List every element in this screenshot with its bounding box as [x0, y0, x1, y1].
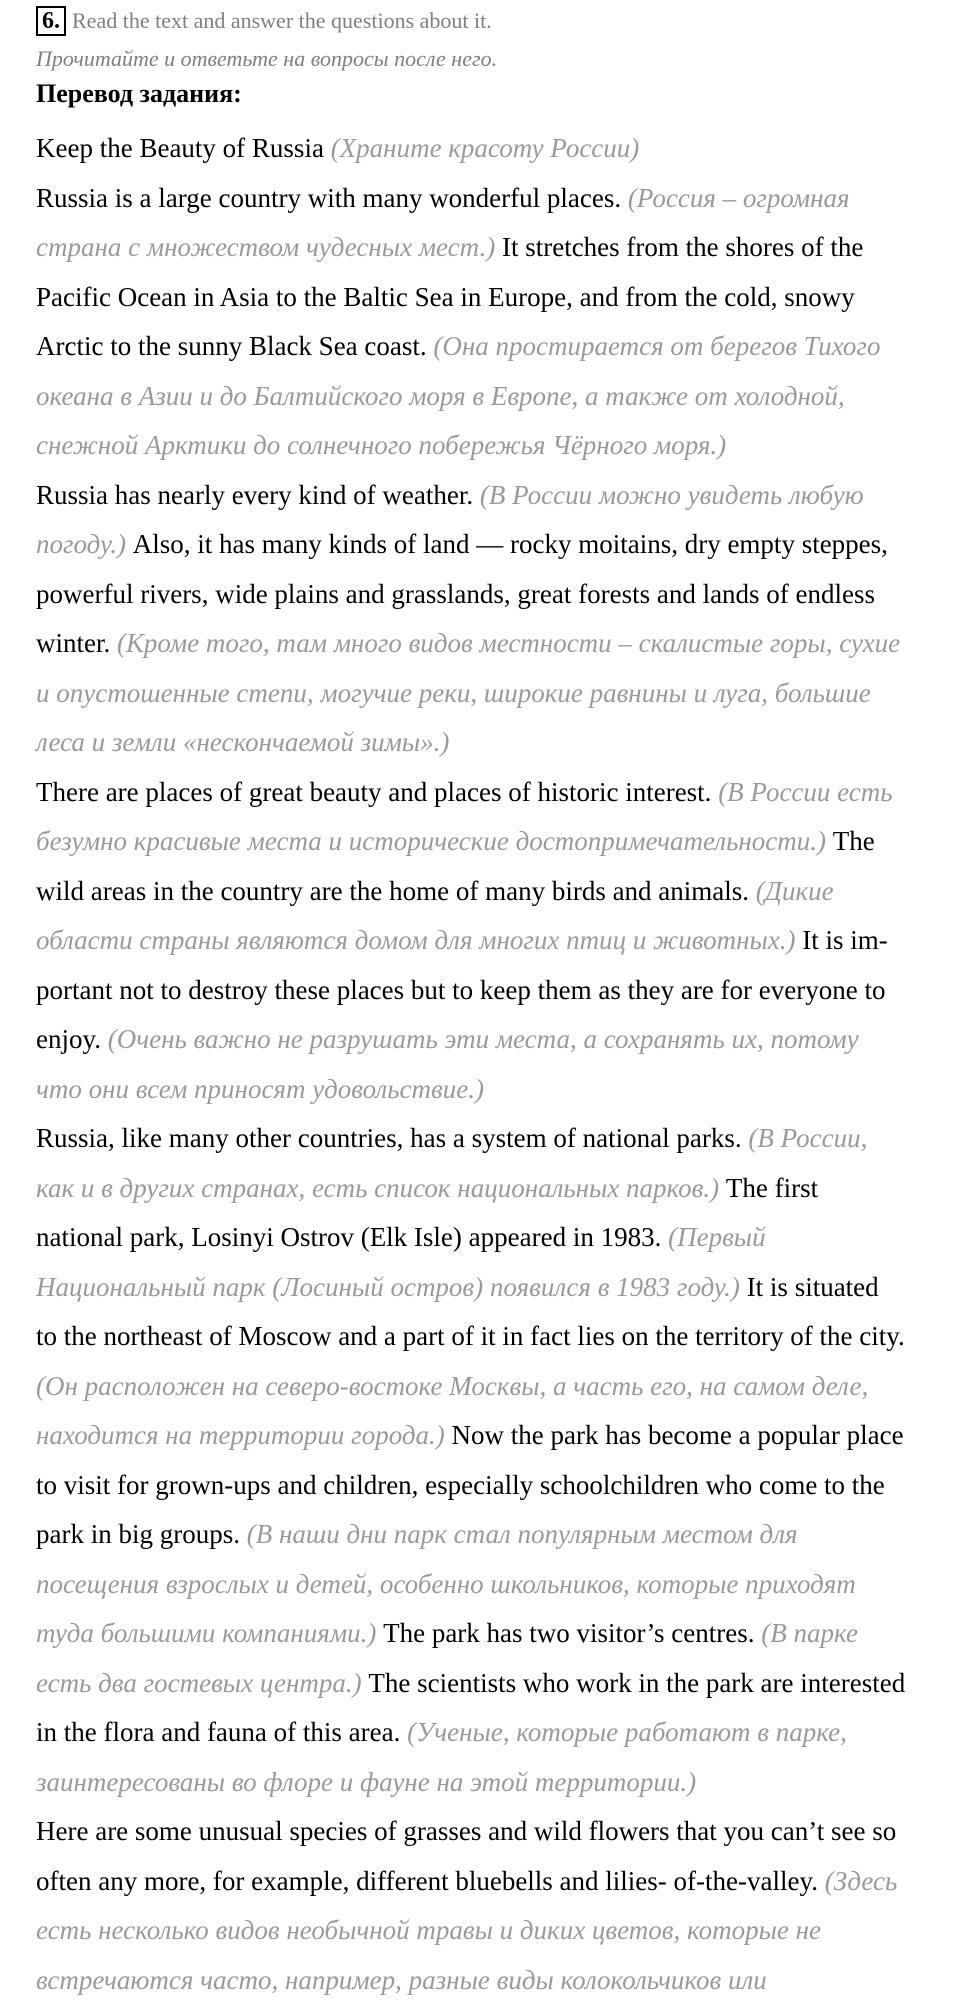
russian-translation-segment: как и в других странах, есть список национальных парков.): [36, 1172, 726, 1203]
russian-translation-segment: страна с множеством чудесных мест.): [36, 232, 502, 262]
reading-text: [36, 124, 952, 2000]
russian-translation-segment: (В парке: [761, 1618, 858, 1648]
english-text-segment: park in big groups.: [36, 1519, 247, 1549]
text-line: [36, 520, 952, 570]
russian-translation-segment: (Кроме того, там много видов местности – скалистые горы, сухие: [117, 628, 901, 658]
english-text-segment: to the northeast of Moscow and a part of it in fact lies on the territory of the city.: [36, 1321, 905, 1351]
english-text-segment: Russia has nearly every kind of weather.: [36, 479, 480, 510]
russian-translation-segment: леса и земли «нескончаемой зимы».): [36, 727, 450, 757]
text-line: [36, 1213, 952, 1263]
section-heading: Перевод задания:: [36, 79, 242, 108]
english-text-segment: Now the park has become a popular place: [451, 1420, 904, 1450]
english-text-segment: The park has two visitor’s centres.: [383, 1618, 762, 1648]
russian-translation-segment: погоду.): [36, 529, 133, 559]
russian-translation-segment: Национальный парк (Лосиный остров) появился в 1983 году.): [36, 1271, 747, 1302]
english-text-segment: It stretches from the shores of the: [501, 232, 864, 262]
russian-translation-segment: (В России можно увидеть любую: [479, 479, 864, 510]
text-line: [36, 174, 952, 224]
english-text-segment: to visit for grown-ups and children, especially schoolchildren who come to the: [36, 1469, 885, 1500]
text-line: [36, 619, 952, 669]
english-text-segment: powerful rivers, wide plains and grasslands, great forests and lands of endless: [36, 578, 876, 609]
english-text-segment: Pacific Ocean in Asia to the Baltic Sea in Europe, and from the cold, snowy: [36, 281, 855, 312]
text-line: [36, 124, 952, 174]
text-line: [36, 1708, 952, 1758]
english-text-segment: The scientists who work in the park are interested: [368, 1667, 906, 1698]
text-line: [36, 1659, 952, 1709]
text-line: [36, 1461, 952, 1511]
russian-translation-segment: и опустошенные степи, могучие реки, широкие равнины и луга, большие: [36, 677, 871, 708]
russian-translation-segment: туда большими компаниями.): [36, 1618, 384, 1648]
task-instruction: Read the text and answer the questions about it.: [72, 8, 492, 33]
russian-translation-segment: области страны являются домом для многих птиц и животных.): [36, 925, 803, 955]
russian-translation-segment: встречаются часто, например, разные виды колокольчиков или: [36, 1964, 767, 1995]
english-text-segment: portant not to destroy these places but to keep them as they are for everyone to: [36, 974, 886, 1005]
english-text-segment: Russia is a large country with many wonderful places.: [36, 182, 628, 213]
text-line: [36, 817, 952, 867]
english-text-segment: in the flora and fauna of this area.: [36, 1717, 408, 1747]
text-line: [36, 1956, 952, 2000]
english-text-segment: national park, Losinyi Ostrov (Elk Isle) appeared in 1983.: [36, 1222, 669, 1252]
text-line: [36, 966, 952, 1016]
text-line: [36, 1114, 952, 1164]
text-line: [36, 1411, 952, 1461]
task-number-badge: 6.: [36, 6, 66, 36]
text-line: [36, 372, 952, 422]
russian-translation-segment: (Здесь: [824, 1865, 898, 1896]
text-line: [36, 273, 952, 323]
text-line: [36, 1807, 952, 1857]
text-line: [36, 421, 952, 471]
text-line: [36, 1510, 952, 1560]
text-line: [36, 1560, 952, 1610]
russian-translation-segment: что они всем приносят удовольствие.): [36, 1073, 484, 1104]
text-line: [36, 471, 952, 521]
russian-translation-segment: находится на территории города.): [36, 1420, 452, 1450]
english-text-segment: Keep the Beauty of Russia: [36, 133, 331, 163]
text-line: [36, 1362, 952, 1412]
text-line: [36, 867, 952, 917]
russian-translation-segment: (Он расположен на северо-востоке Москвы, а часть его, на самом деле,: [36, 1370, 869, 1401]
english-text-segment: Here are some unusual species of grasses and wild flowers that you can’t see so: [36, 1816, 897, 1846]
russian-translation-segment: (В наши дни парк стал популярным местом для: [246, 1519, 798, 1549]
text-line: [36, 570, 952, 620]
text-line: [36, 1263, 952, 1313]
russian-translation-segment: (В России,: [748, 1123, 868, 1153]
russian-translation-segment: (Первый: [668, 1222, 766, 1252]
text-line: [36, 223, 952, 273]
english-text-segment: The first: [725, 1172, 819, 1203]
russian-translation-segment: океана в Азии и до Балтийского моря в Европе, а также от холодной,: [36, 380, 845, 411]
russian-translation-segment: есть несколько видов необычной травы и диких цветов, которые не: [36, 1915, 821, 1945]
russian-translation-segment: снежной Арктики до солнечного побережья Чёрного моря.): [36, 430, 727, 460]
english-text-segment: enjoy.: [36, 1024, 108, 1054]
text-line: [36, 1164, 952, 1214]
text-line: [36, 1015, 952, 1065]
russian-translation-segment: безумно красивые места и исторические достопримечательности.): [36, 826, 833, 856]
text-line: [36, 1906, 952, 1956]
text-line: [36, 669, 952, 719]
text-line: [36, 1609, 952, 1659]
text-line: [36, 322, 952, 372]
russian-translation-segment: (В России есть: [718, 776, 893, 807]
text-line: [36, 768, 952, 818]
english-text-segment: Also, it has many kinds of land — rocky moitains, dry empty steppes,: [132, 529, 888, 559]
task-instruction-translation: Прочитайте и ответьте на вопросы после него.: [36, 46, 498, 71]
text-line: [36, 916, 952, 966]
english-text-segment: Arctic to the sunny Black Sea coast.: [36, 331, 434, 361]
russian-translation-segment: посещения взрослых и детей, особенно школьников, которые приходят: [36, 1568, 856, 1599]
text-line: [36, 1758, 952, 1808]
russian-translation-segment: (Храните красоту России): [330, 133, 640, 163]
text-line: [36, 1857, 952, 1907]
russian-translation-segment: (Дикие: [755, 875, 834, 906]
task-header: [36, 6, 952, 36]
english-text-segment: It is im-: [802, 925, 888, 955]
russian-translation-segment: есть два гостевых центра.): [36, 1667, 369, 1698]
text-line: [36, 718, 952, 768]
english-text-segment: There are places of great beauty and places of historic interest.: [36, 776, 719, 807]
text-line: [36, 1312, 952, 1362]
text-line: [36, 1065, 952, 1115]
english-text-segment: The: [832, 826, 875, 856]
english-text-segment: winter.: [36, 628, 117, 658]
russian-translation-segment: (Россия – огромная: [627, 182, 850, 213]
russian-translation-segment: (Ученые, которые работают в парке,: [407, 1717, 847, 1747]
russian-translation-segment: (Она простирается от берегов Тихого: [433, 331, 881, 361]
english-text-segment: Russia, like many other countries, has a system of national parks.: [36, 1123, 749, 1153]
english-text-segment: wild areas in the country are the home of many birds and animals.: [36, 875, 756, 906]
russian-translation-segment: заинтересованы во флоре и фауне на этой территории.): [36, 1766, 697, 1797]
english-text-segment: It is situated: [746, 1271, 879, 1302]
english-text-segment: often any more, for example, different bluebells and lilies- of-the-valley.: [36, 1865, 825, 1896]
russian-translation-segment: (Очень важно не разрушать эти места, а сохранять их, потому: [107, 1024, 859, 1054]
